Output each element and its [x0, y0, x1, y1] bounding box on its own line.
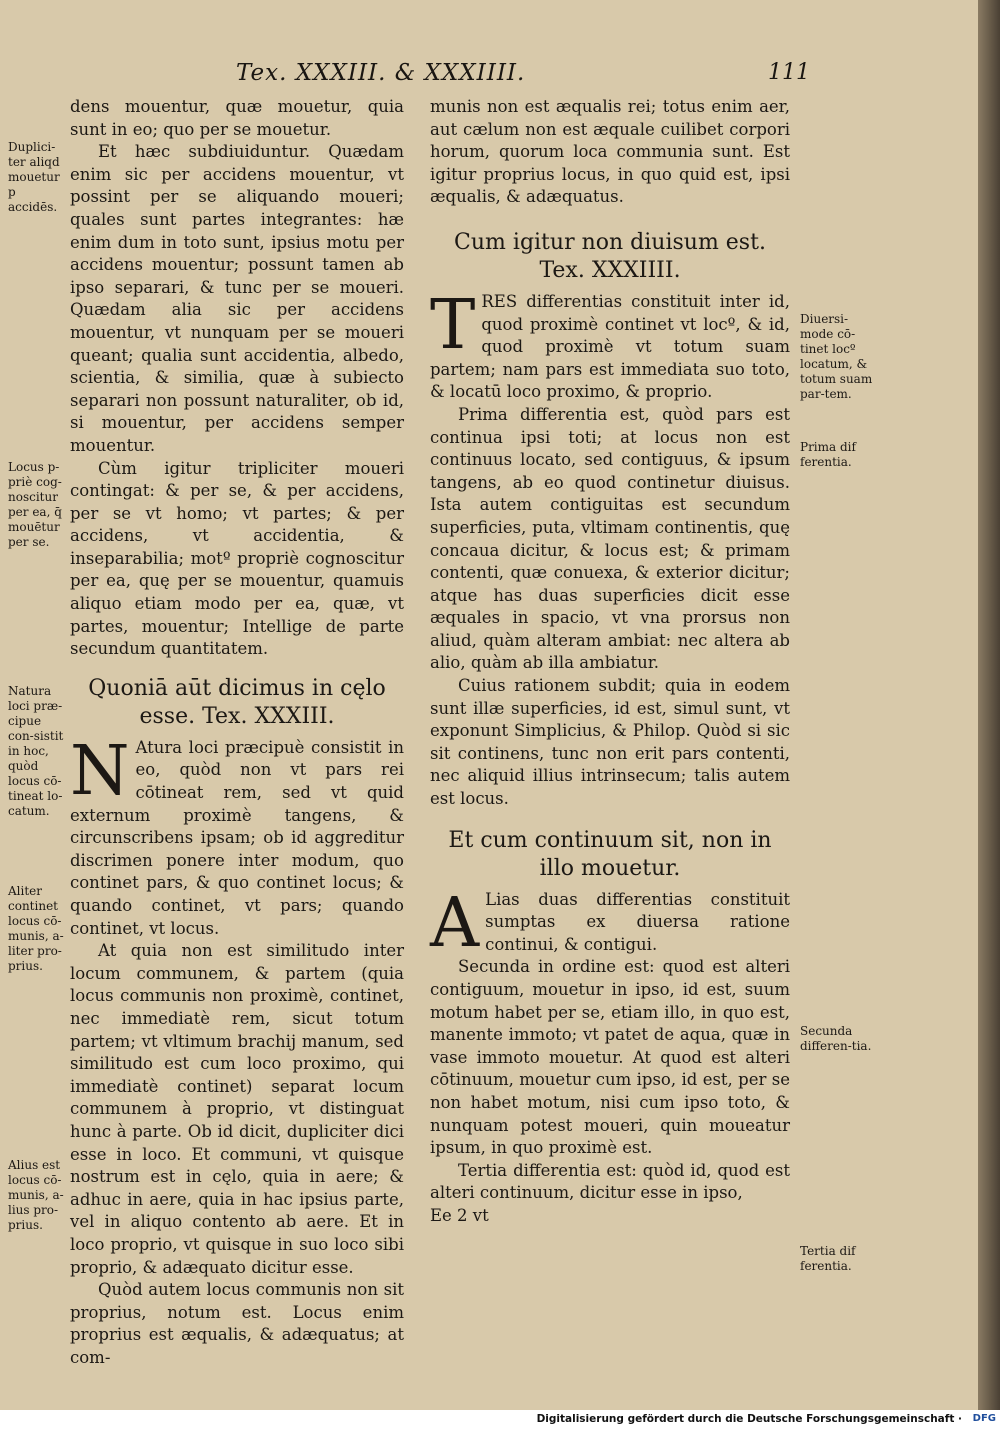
- margin-note: Aliter continet locus cō-munis, a-liter pro-prius.: [8, 884, 64, 973]
- section-heading: Et cum continuum sit, non in illo mouetur.: [448, 827, 772, 881]
- margin-note: Tertia dif ferentia.: [800, 1244, 856, 1273]
- paragraph: dens mouentur, quæ mouetur, quia sunt in eo; quo per se mouetur.: [70, 97, 404, 139]
- catchword: Ee 2 vt: [430, 1205, 489, 1225]
- dfg-logo: DFG: [972, 1413, 996, 1424]
- margin-note: Natura loci præ-cipue con-sistit in hoc, quòd locus cō-tineat lo-catum.: [8, 684, 64, 818]
- margin-note: Locus p-priè cog-noscitur per ea, q̄ mouētur per se.: [8, 460, 62, 549]
- paragraph: Quòd autem locus communis non sit proprius, notum est. Locus enim proprius est æqualis, & adæquatus; at com-: [70, 1280, 404, 1367]
- digitization-footer: [0, 1410, 1000, 1430]
- footer-credit: Digitalisierung gefördert durch die Deutsche Forschungsgemeinschaft ·: [536, 1413, 962, 1425]
- paragraph: Prima differentia est, quòd pars est continua ipsi toti; at locus non est continuus locato, sed contiguus, & ipsum tangens, ab eo quod continetur diuisus. Ista autem contiguitas est secundum superficies, puta, vltimam continentis, quę concaua dicitur, & locus est; & primam contenti, quæ conuexa, & exterior dicitur; atque has duas superficies dicit esse æquales in spacio, vt vna prorsus non aliud, quàm alteram ambiat: nec altera ab alio, quàm ab illa ambiatur.: [430, 404, 790, 673]
- margin-note: Prima dif ferentia.: [800, 440, 856, 469]
- drop-cap: A: [430, 883, 480, 963]
- paragraph: Lias duas differentias constituit sumptas ex diuersa ratione continui, & contigui.: [485, 889, 790, 954]
- page-number: 111: [768, 60, 810, 85]
- paragraph: Cuius rationem subdit; quia in eodem sunt illæ superficies, id est, simul sunt, vt exponunt Simplicius, & Philop. Quòd si sic sit continens, tunc non erit pars contenti, nec aliquid illius intrinsecum; talis autem est locus.: [430, 676, 790, 809]
- section-heading: Cum igitur non diuisum est. Tex. XXXIIII.: [454, 229, 766, 283]
- margin-note: Duplici-ter aliqd mouetur p accidēs.: [8, 140, 60, 214]
- left-text-column: [70, 96, 404, 1369]
- paragraph: At quia non est similitudo inter locum communem, & partem (quia locus communis non proximè, continet, nec immediatè rem, sicut totum partem; vt vltimum brachij manum, sed similitudo est cum loco proximo, qui immediatè continet) separat locum communem à proprio, vt distinguat hunc à parte. Ob id dicit, dupliciter dici esse in loco. Et communi, vt quisque nostrum est in cęlo, quia in aere; & adhuc in aere, quia in hac ipsius parte, vel in aliquo contento ab aere. Et in loco proprio, vt quisque in suo loco sibi proprio, & adæquato dicitur esse.: [70, 941, 404, 1277]
- paragraph: Atura loci præcipuè consistit in eo, quòd non vt pars rei cōtineat rem, sed vt quid externum proximè tangens, & circunscribens ipsam; ob id aggreditur discrimen ponere inter modum, quo continet pars, & quo continet locus; & quando continet, vt pars; quando continet, vt locus.: [70, 737, 404, 938]
- paragraph: RES differentias constituit inter id, quod proximè continet vt locº, & id, quod proximè vt totum suam partem; nam pars est immediata suo toto, & locatū loco proximo, & proprio.: [430, 291, 790, 402]
- right-text-column: [430, 96, 790, 1228]
- paragraph: Et hæc subdiuiduntur. Quædam enim sic per accidens mouentur, vt possint per se aliquando moueri; quales sunt partes integrantes: hæ enim dum in toto sunt, ipsius motu per accidens mouentur; possunt tamen ab ipso separari, & tunc per se moueri. Quædam alia sic per accidens mouentur, vt nunquam per se moueri queant; qualia sunt accidentia, albedo, scientia, & similia, quæ à subiecto separari non possunt naturaliter, ob id, si mouentur, per accidens semper mouentur.: [70, 142, 404, 455]
- paragraph: Cùm igitur tripliciter moueri contingat: & per se, & per accidens, per se vt homo; vt partes; & per accidens, vt accidentia, & inseparabilia; motº propriè cognoscitur per ea, quę per se mouentur, quamuis aliquo etiam modo per ea, quæ, vt partes, mouentur; Intellige de parte secundum quantitatem.: [70, 458, 404, 659]
- drop-cap: N: [70, 731, 130, 811]
- margin-note: Diuersi-mode cō-tinet locº locatum, & totum suam par-tem.: [800, 312, 873, 401]
- margin-note: Secunda differen-tia.: [800, 1024, 872, 1053]
- running-header: Tex. XXXIII. & XXXIIII.: [236, 60, 526, 86]
- paragraph: Secunda in ordine est: quod est alteri contiguum, mouetur in ipso, id est, suum motum habet per se, etiam illo, in quo est, manente immoto; vt patet de aqua, quæ in vase immoto mouetur. At quod est alteri cōtinuum, mouetur cum ipso, id est, per se non habet motum, nisi cum ipso toto, & nunquam potest moueri, quin moueatur ipsum, in quo proximè est.: [430, 957, 790, 1158]
- margin-note: Alius est locus cō-munis, a-lius pro-prius.: [8, 1158, 64, 1232]
- drop-cap: T: [430, 285, 476, 365]
- page-edge: [978, 0, 1000, 1410]
- paragraph: munis non est æqualis rei; totus enim aer, aut cælum non est æquale cuilibet corpori horum, quorum loca communia sunt. Est igitur proprius locus, in quo quid est, ipsi æqualis, & adæquatus.: [430, 97, 790, 207]
- paragraph: Tertia differentia est: quòd id, quod est alteri continuum, dicitur esse in ipso,: [430, 1160, 790, 1203]
- section-heading: Quoniā aūt dicimus in cęlo esse. Tex. XXXIII.: [88, 675, 386, 729]
